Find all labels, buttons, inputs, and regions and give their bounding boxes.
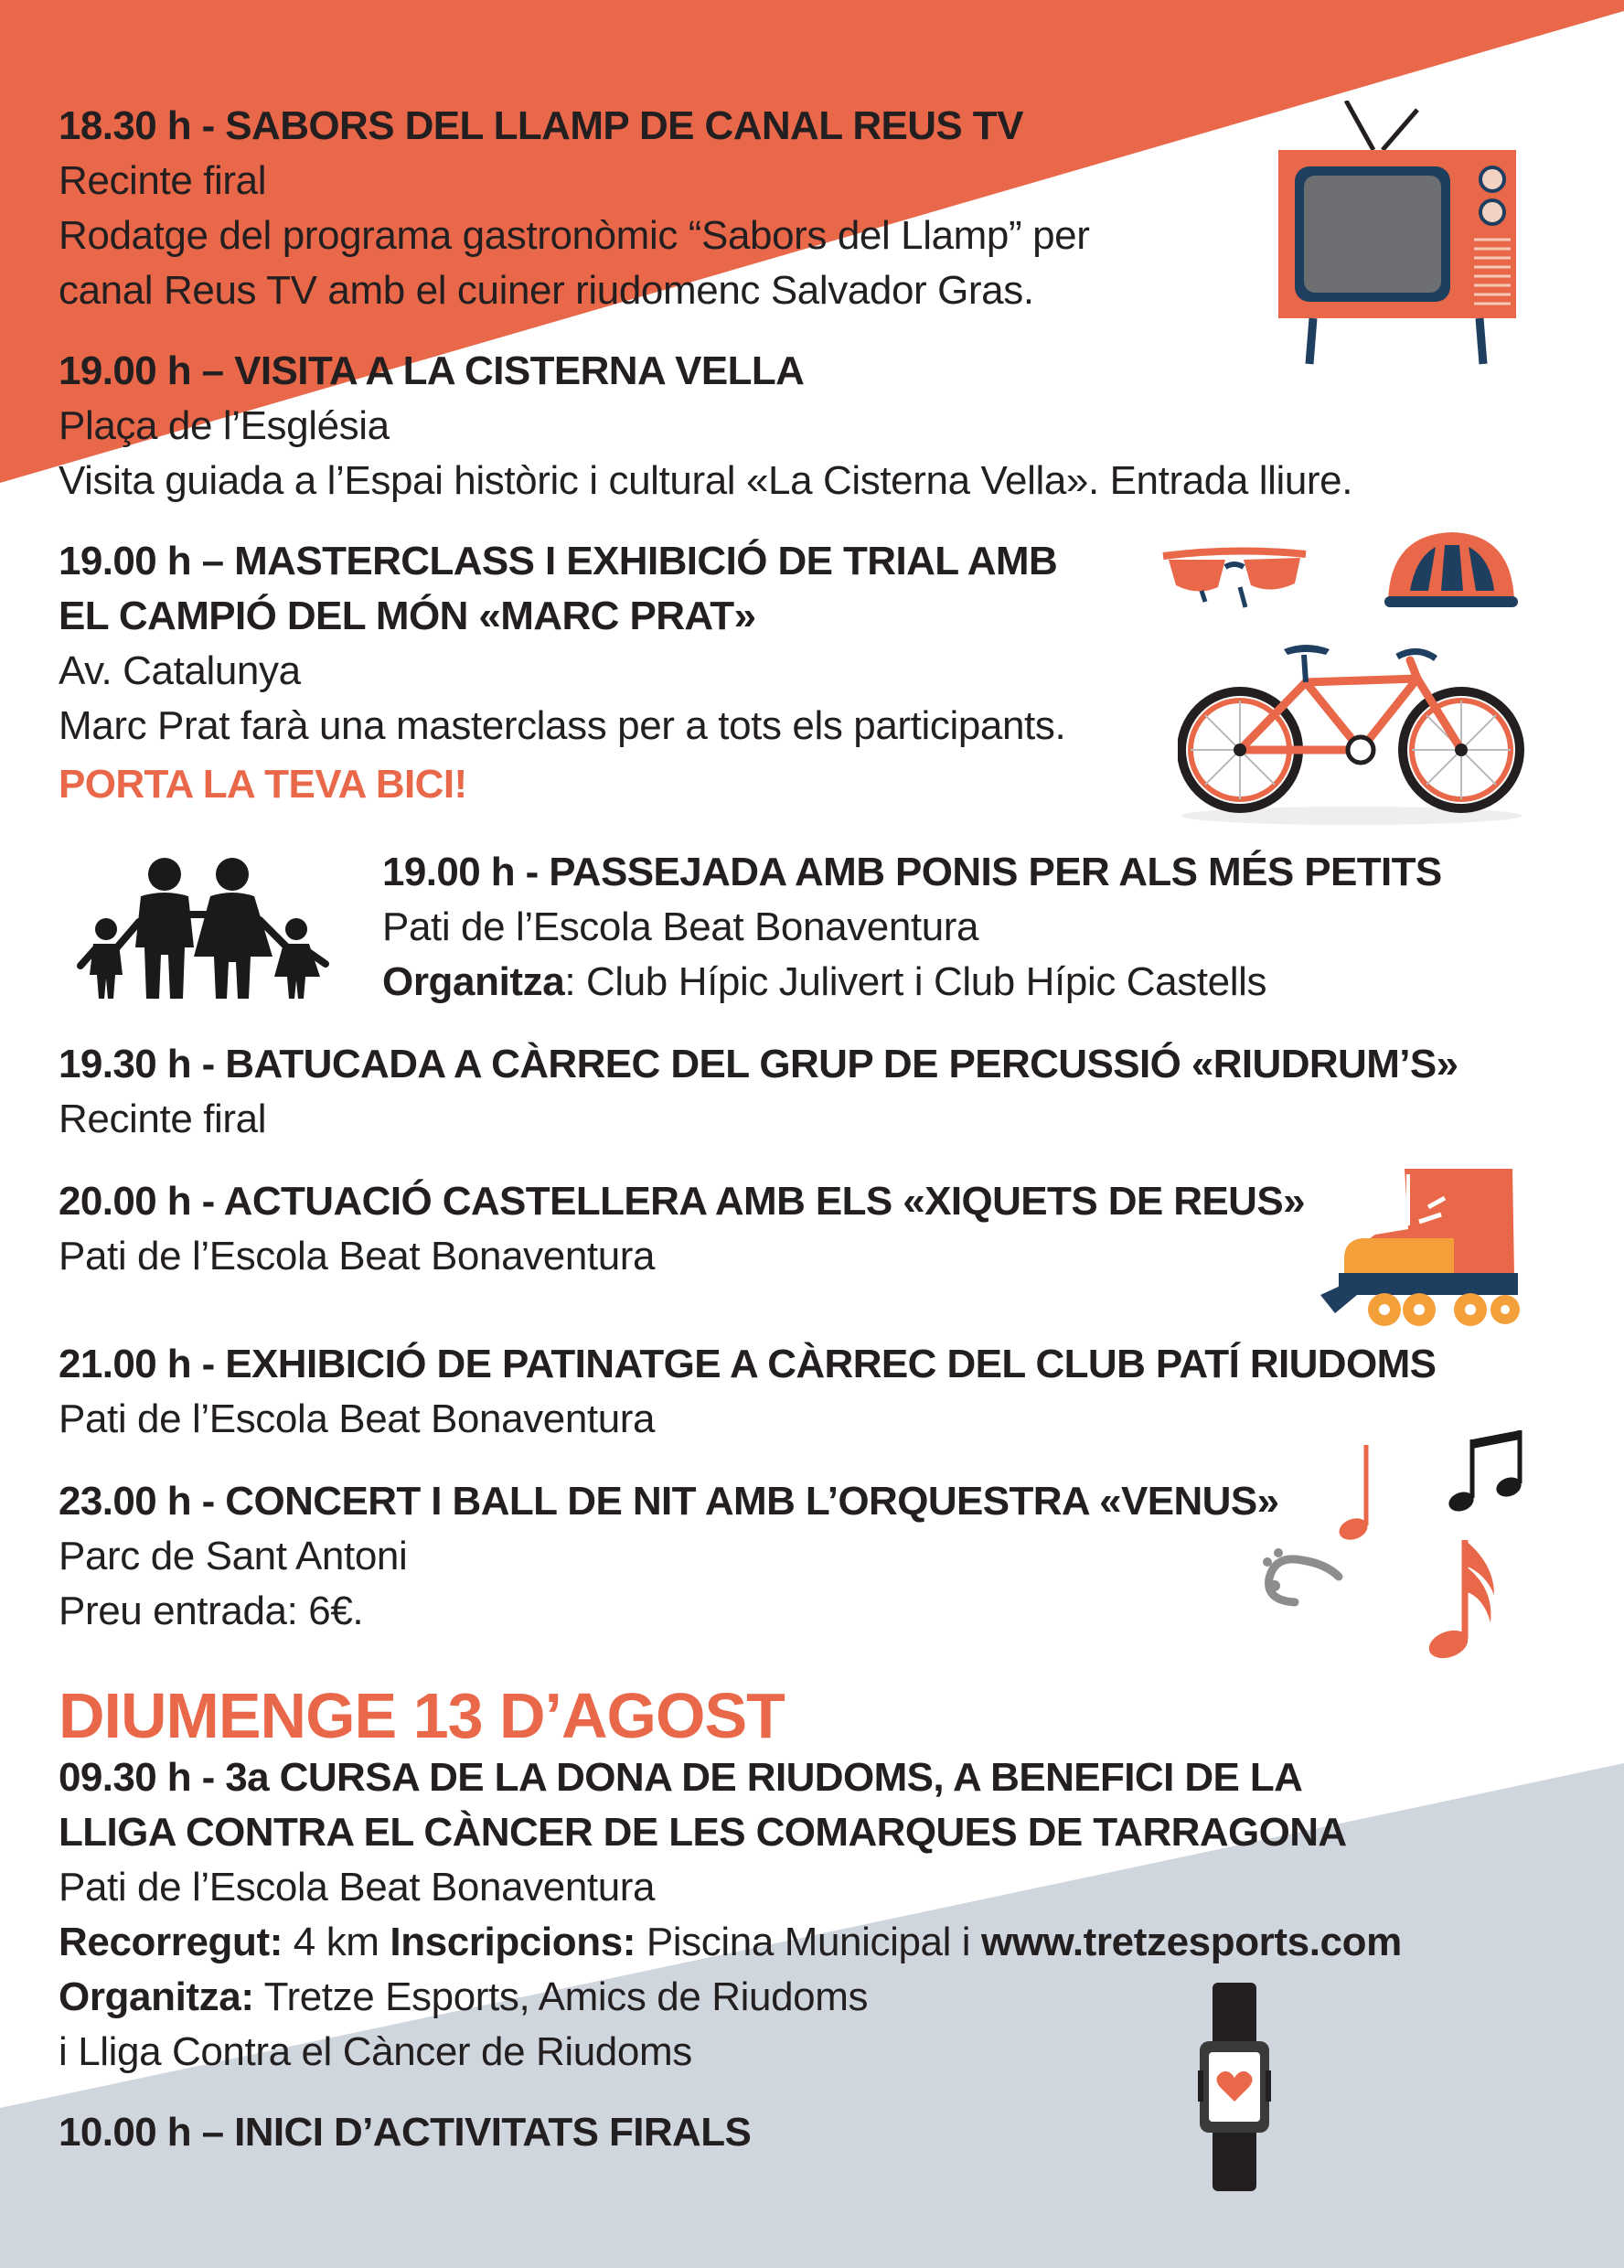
website-link[interactable]: www.tretzesports.com (981, 1920, 1402, 1964)
event-title: 19.30 h - BATUCADA A CÀRREC DEL GRUP DE PERCUSSIÓ «RIUDRUM’S» (59, 1042, 1458, 1086)
event-title: 18.30 h - SABORS DEL LLAMP DE CANAL REUS TV (59, 103, 1023, 148)
event-title: 21.00 h - EXHIBICIÓ DE PATINATGE A CÀRREC DEL CLUB PATÍ RIUDOMS (59, 1342, 1437, 1386)
event-description: Marc Prat farà una masterclass per a tots els participants. (59, 703, 1066, 748)
event-description: Visita guiada a l’Espai històric i cultural «La Cisterna Vella». Entrada lliure. (59, 458, 1353, 503)
event-title: 19.00 h – VISITA A LA CISTERNA VELLA (59, 348, 805, 393)
event-place: Av. Catalunya (59, 648, 301, 693)
event-inici-activitats (59, 2105, 1485, 2160)
route-label: Recorregut: (59, 1920, 283, 1964)
event-price: Preu entrada: 6€. (59, 1589, 364, 1633)
organizer-value: Tretze Esports, Amics de Riudoms (253, 1974, 869, 2019)
event-title: 23.00 h - CONCERT I BALL DE NIT AMB L’ORQUESTRA «VENUS» (59, 1479, 1279, 1524)
registration-value: Piscina Municipal i (636, 1920, 982, 1964)
event-batucada (59, 1037, 1485, 1147)
event-organizer (382, 955, 1571, 1010)
event-place: Recinte firal (59, 1097, 267, 1141)
day-heading: DIUMENGE 13 D’AGOST (59, 1680, 785, 1751)
event-title: 19.00 h – MASTERCLASS I EXHIBICIÓ DE TRIAL AMB (59, 539, 1058, 583)
event-place: Pati de l’Escola Beat Bonaventura (59, 1234, 656, 1278)
event-highlight: PORTA LA TEVA BICI! (59, 762, 467, 807)
bicycle-icon (1178, 627, 1525, 827)
event-description-cont: canal Reus TV amb el cuiner riudomenc Salvador Gras. (59, 268, 1034, 313)
roller-skate-icon (1317, 1165, 1520, 1333)
event-title-cont: LLIGA CONTRA EL CÀNCER DE LES COMARQUES DE TARRAGONA (59, 1810, 1347, 1855)
event-description: Rodatge del programa gastronòmic “Sabors del Llamp” per (59, 213, 1090, 258)
event-place: Pati de l’Escola Beat Bonaventura (59, 1396, 656, 1441)
eighth-note-orange (1336, 1445, 1371, 1544)
sunglasses-icon (1161, 547, 1308, 611)
event-organizer-cont: i Lliga Contra el Càncer de Riudoms (59, 2029, 692, 2074)
event-place: Pati de l’Escola Beat Bonaventura (382, 904, 979, 949)
event-place: Plaça de l’Església (59, 403, 390, 448)
event-cursa-dona (59, 1750, 1485, 2080)
event-title: 19.00 h - PASSEJADA AMB PONIS PER ALS MÉS PETITS (382, 850, 1442, 894)
double-note-orange (1426, 1540, 1494, 1664)
registration-label: Inscripcions: (390, 1920, 636, 1964)
helmet-icon (1384, 527, 1518, 609)
event-title: 09.30 h - 3a CURSA DE LA DONA DE RIUDOMS, A BENEFICI DE LA (59, 1755, 1303, 1800)
event-organizer (59, 1970, 1485, 2025)
event-passejada-ponis (382, 845, 1571, 1010)
route-value: 4 km (282, 1920, 390, 1964)
event-title-cont: EL CAMPIÓ DEL MÓN «MARC PRAT» (59, 594, 756, 638)
smartwatch-icon (1198, 1983, 1271, 2191)
bass-clef-grey (1269, 1559, 1339, 1602)
event-cisterna-vella (59, 344, 1485, 508)
organizer-label: Organitza: (59, 1974, 254, 2019)
event-actuacio-castellera (59, 1174, 1485, 1284)
event-title: 10.00 h – INICI D’ACTIVITATS FIRALS (59, 2110, 752, 2155)
organizer-value: : Club Hípic Julivert i Club Hípic Castells (564, 959, 1267, 1004)
family-icon (77, 856, 331, 1000)
event-place: Recinte firal (59, 158, 267, 203)
event-title: 20.00 h - ACTUACIÓ CASTELLERA AMB ELS «XIQUETS DE REUS» (59, 1179, 1305, 1224)
event-place: Pati de l’Escola Beat Bonaventura (59, 1865, 656, 1910)
organizer-label: Organitza (382, 959, 565, 1004)
day-section (59, 1679, 1485, 1752)
event-details (59, 1915, 1485, 1970)
music-notes-icon (1255, 1427, 1529, 1666)
tv-icon (1271, 101, 1527, 366)
beamed-notes-black (1446, 1430, 1523, 1514)
event-place: Parc de Sant Antoni (59, 1534, 408, 1578)
